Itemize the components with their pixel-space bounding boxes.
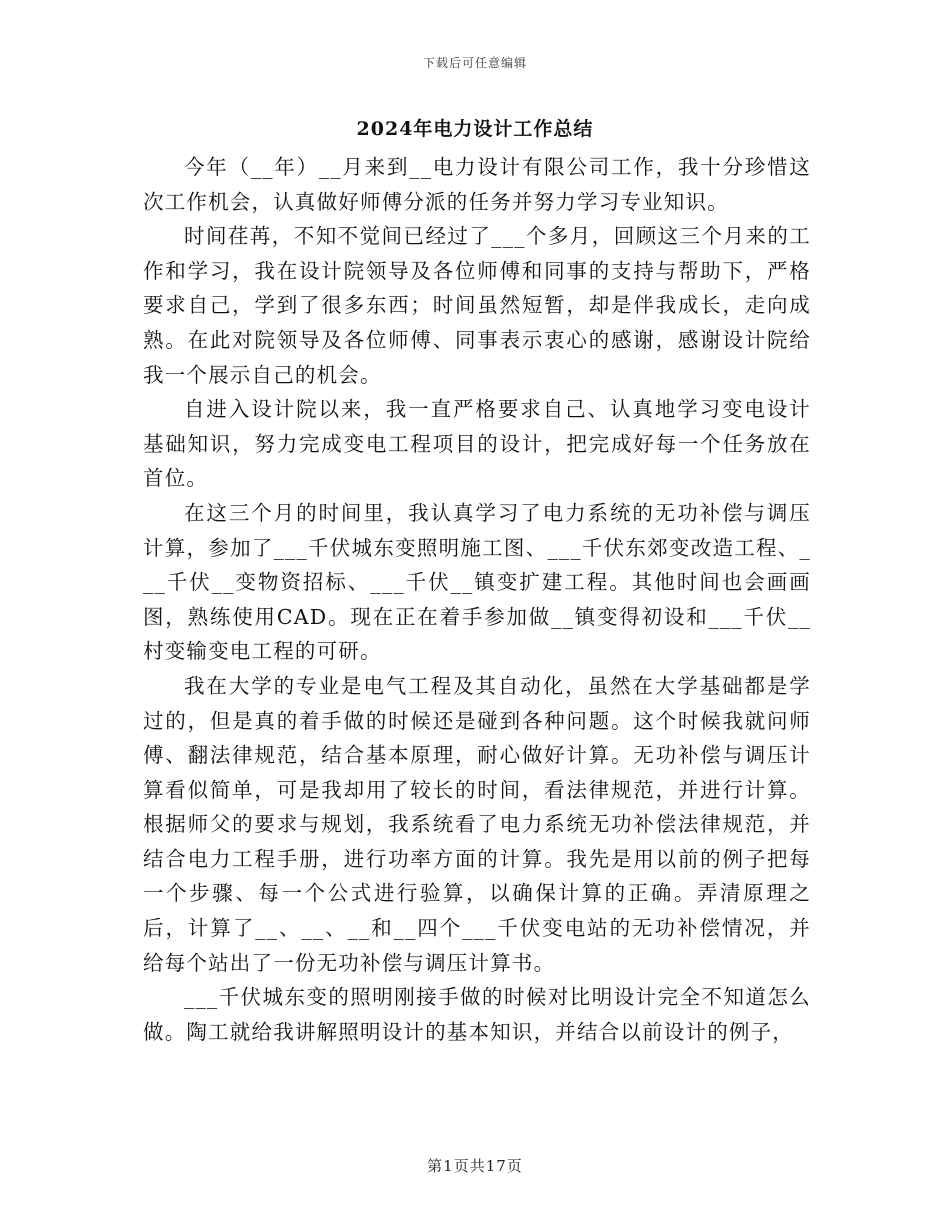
paragraph-1: 今年（__年）__月来到__电力设计有限公司工作，我十分珍惜这次工作机会，认真做好师傅分派的任务并努力学习专业知识。 (143, 155, 811, 214)
paragraph-6: ___千伏城东变的照明刚接手做的时候对比明设计完全不知道怎么做。陶工就给我讲解照明设计的基本知识，并结合以前设计的例子， (143, 985, 811, 1044)
paragraph-3: 自进入设计院以来，我一直严格要求自己、认真地学习变电设计基础知识，努力完成变电工程项目的设计，把完成好每一个任务放在首位。 (143, 397, 811, 491)
paragraph-2: 时间荏苒，不知不觉间已经过了___个多月，回顾这三个月来的工作和学习，我在设计院领导及各位师傅和同事的支持与帮助下，严格要求自己，学到了很多东西；时间虽然短暂，却是伴我成长，走向成熟。在此对院领导及各位师傅、同事表示衷心的感谢，感谢设计院给我一个展示自己的机会。 (143, 224, 811, 387)
header-note: 下载后可任意编辑 (422, 56, 527, 70)
page-number: 第1页共17页 (427, 1157, 523, 1175)
document-body (143, 150, 811, 1049)
document-title: 2024年电力设计工作总结 (356, 118, 594, 140)
paragraph-4: 在这三个月的时间里，我认真学习了电力系统的无功补偿与调压计算，参加了___千伏城东变照明施工图、___千伏东郊变改造工程、___千伏__变物资招标、___千伏__镇变扩建工程。其他时间也会画画图，熟练使用CAD。现在正在着手参加做__镇变得初设和___千伏__村变输变电工程的可研。 (143, 500, 811, 664)
paragraph-5: 我在大学的专业是电气工程及其自动化，虽然在大学基础都是学过的，但是真的着手做的时候还是碰到各种问题。这个时候我就问师傅、翻法律规范，结合基本原理，耐心做好计算。无功补偿与调压计算看似简单，可是我却用了较长的时间，看法律规范，并进行计算。根据师父的要求与规划，我系统看了电力系统无功补偿法律规范，并结合电力工程手册，进行功率方面的计算。我先是用以前的例子把每一个步骤、每一个公式进行验算，以确保计算的正确。弄清原理之后，计算了__、__、__和__四个___千伏变电站的无功补偿情况，并给每个站出了一份无功补偿与调压计算书。 (143, 673, 811, 975)
